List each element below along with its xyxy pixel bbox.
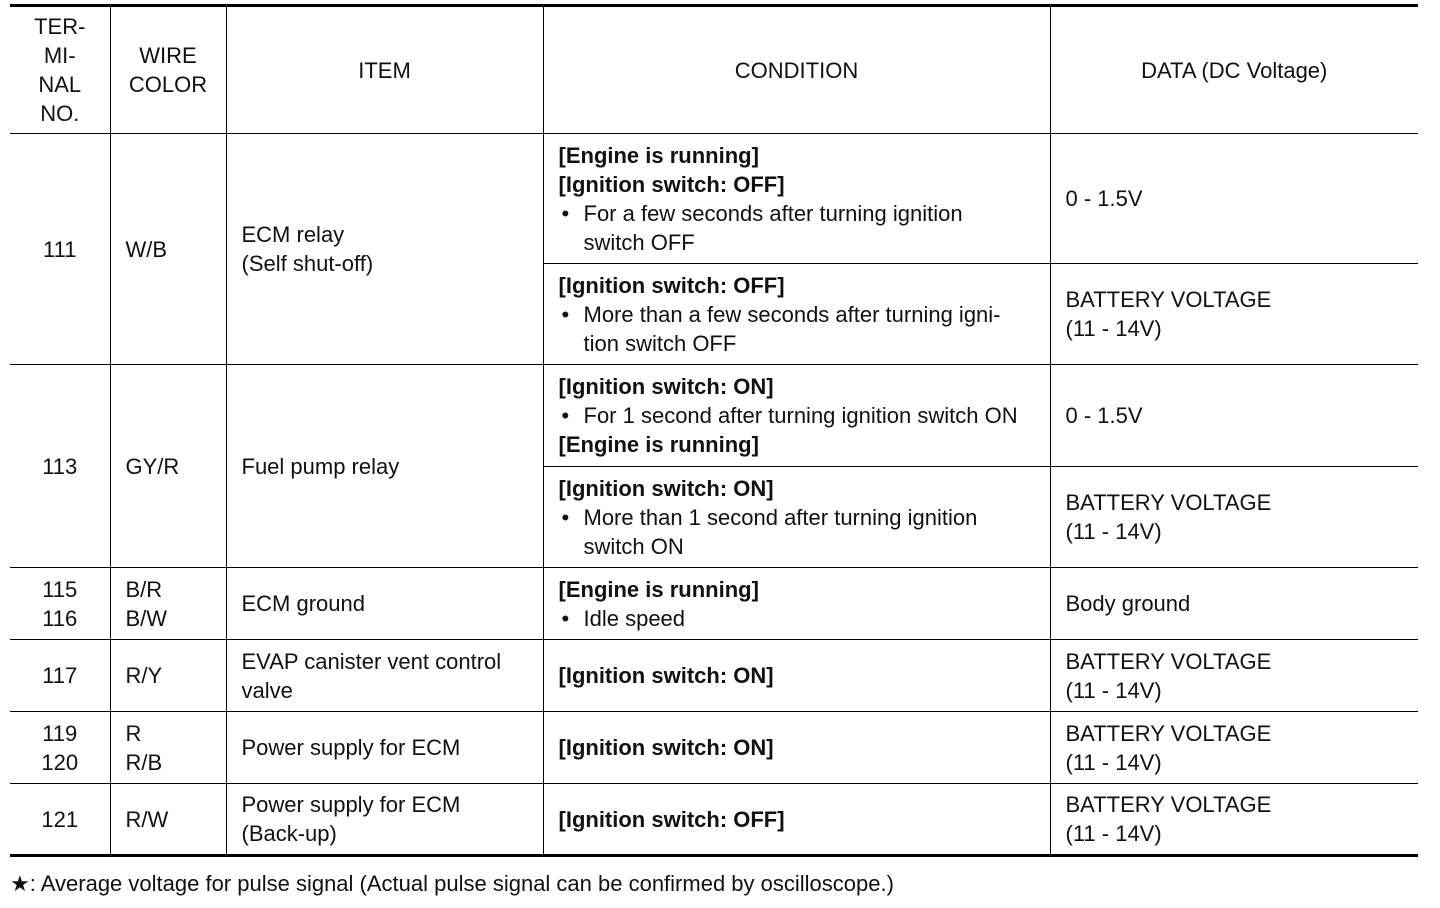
condition-bullet: • Idle speed	[561, 605, 686, 631]
star-icon: ★	[10, 871, 30, 896]
data-value: 0 - 1.5V	[1050, 134, 1418, 264]
data-value: BATTERY VOLTAGE (11 - 14V)	[1050, 264, 1418, 365]
item-name: Power supply for ECM	[226, 712, 543, 784]
condition-cell: [Ignition switch: ON] • For 1 second after turning ignition switch ON [Engine is running]	[543, 365, 1050, 467]
condition-cell: [Ignition switch: OFF] • More than a few seconds after turning igni- tion switch OFF	[543, 264, 1050, 365]
header-data: DATA (DC Voltage)	[1050, 6, 1418, 134]
wire-color: B/R B/W	[110, 568, 226, 640]
terminal-no: 113	[10, 365, 110, 568]
header-item: ITEM	[226, 6, 543, 134]
bullet-icon: •	[561, 301, 570, 327]
table-row	[10, 365, 1418, 467]
condition-cell: [Engine is running] • Idle speed	[543, 568, 1050, 640]
wire-color: W/B	[110, 134, 226, 365]
data-value: BATTERY VOLTAGE (11 - 14V)	[1050, 640, 1418, 712]
condition-cell: [Ignition switch: ON]	[543, 712, 1050, 784]
table-header-row	[10, 6, 1418, 134]
data-value: 0 - 1.5V	[1050, 365, 1418, 467]
condition-cell: [Ignition switch: ON] • More than 1 second after turning ignition switch ON	[543, 467, 1050, 568]
bullet-icon: •	[561, 605, 570, 631]
bullet-icon: •	[561, 403, 570, 428]
data-value: Body ground	[1050, 568, 1418, 640]
data-value: BATTERY VOLTAGE (11 - 14V)	[1050, 784, 1418, 856]
condition-cell: [Engine is running] [Ignition switch: OFF] • For a few seconds after turning ignition switch OFF	[543, 134, 1050, 264]
item-name: Fuel pump relay	[226, 365, 543, 568]
table-row	[10, 134, 1418, 264]
item-name: Power supply for ECM (Back-up)	[226, 784, 543, 856]
condition-bullet: • For a few seconds after turning ignition switch OFF	[561, 200, 963, 255]
terminal-table-sheet	[10, 4, 1418, 857]
header-condition: CONDITION	[543, 6, 1050, 134]
data-value: BATTERY VOLTAGE (11 - 14V)	[1050, 467, 1418, 568]
wire-color: GY/R	[110, 365, 226, 568]
footnote	[10, 870, 894, 898]
header-terminal-no: TER- MI- NAL NO.	[10, 6, 110, 134]
item-name: ECM relay (Self shut-off)	[226, 134, 543, 365]
terminal-no: 115 116	[10, 568, 110, 640]
wire-color: R/W	[110, 784, 226, 856]
item-name: EVAP canister vent control valve	[226, 640, 543, 712]
condition-cell: [Ignition switch: OFF]	[543, 784, 1050, 856]
condition-bullet: • For 1 second after turning ignition switch ON	[561, 403, 1018, 428]
data-value: BATTERY VOLTAGE (11 - 14V)	[1050, 712, 1418, 784]
bullet-icon: •	[561, 504, 570, 530]
wire-color: R R/B	[110, 712, 226, 784]
footnote-text: : Average voltage for pulse signal (Actual pulse signal can be confirmed by oscilloscope.)	[29, 871, 894, 896]
table-row	[10, 640, 1418, 712]
table-row	[10, 712, 1418, 784]
terminal-no: 119 120	[10, 712, 110, 784]
bullet-icon: •	[561, 200, 570, 226]
header-wire-color: WIRE COLOR	[110, 6, 226, 134]
item-name: ECM ground	[226, 568, 543, 640]
table-row	[10, 568, 1418, 640]
condition-cell: [Ignition switch: ON]	[543, 640, 1050, 712]
terminal-no: 111	[10, 134, 110, 365]
terminal-no: 117	[10, 640, 110, 712]
condition-bullet: • More than a few seconds after turning igni- tion switch OFF	[561, 301, 1001, 356]
terminal-no: 121	[10, 784, 110, 856]
table-row	[10, 784, 1418, 856]
wire-color: R/Y	[110, 640, 226, 712]
condition-bullet: • More than 1 second after turning ignition switch ON	[561, 504, 978, 559]
ecm-terminal-table	[10, 4, 1418, 857]
